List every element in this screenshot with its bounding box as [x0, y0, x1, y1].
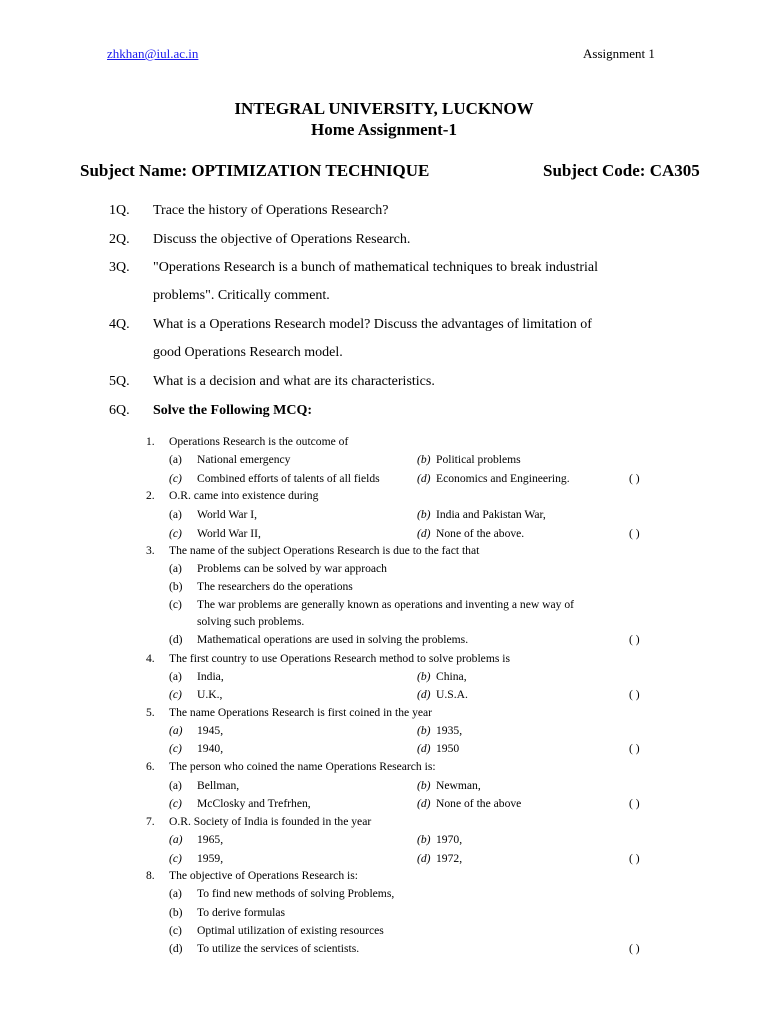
mcq-question: Operations Research is the outcome of [169, 435, 349, 448]
question-number: 6Q. [109, 403, 130, 418]
mcq-question: The objective of Operations Research is: [169, 869, 358, 882]
option-label: (d) [169, 942, 183, 955]
answer-box[interactable]: ( ) [629, 797, 640, 810]
question-number: 1Q. [109, 203, 130, 218]
option-text: McClosky and Trefrhen, [197, 797, 311, 810]
mcq-number: 2. [146, 489, 155, 502]
mcq-number: 7. [146, 815, 155, 828]
option-label: (c) [169, 742, 182, 755]
option-label: (c) [169, 688, 182, 701]
mcq-question: The name of the subject Operations Research is due to the fact that [169, 544, 480, 557]
mcq-number: 1. [146, 435, 155, 448]
option-text: Bellman, [197, 779, 240, 792]
option-text: 1965, [197, 833, 224, 846]
option-text: Mathematical operations are used in solving the problems. [197, 633, 469, 646]
option-label: (b) [417, 724, 431, 737]
assignment-label: Assignment 1 [583, 46, 655, 61]
question-text: Solve the Following MCQ: [153, 403, 313, 418]
option-label: (a) [169, 670, 182, 683]
option-label: (a) [169, 508, 182, 521]
option-label: (d) [417, 742, 431, 755]
option-label: (d) [417, 688, 431, 701]
mcq-question: O.R. came into existence during [169, 489, 319, 502]
option-text: India, [197, 670, 224, 683]
answer-box[interactable]: ( ) [629, 527, 640, 540]
option-text: 1972, [436, 852, 463, 865]
option-text: 1970, [436, 833, 463, 846]
question-text: Discuss the objective of Operations Research. [153, 232, 411, 247]
option-text: World War II, [197, 527, 261, 540]
option-text: World War I, [197, 508, 258, 521]
option-text: China, [436, 670, 467, 683]
option-text: Political problems [436, 453, 521, 466]
option-text: Optimal utilization of existing resources [197, 924, 384, 937]
option-text: 1945, [197, 724, 224, 737]
mcq-number: 8. [146, 869, 155, 882]
mcq-number: 4. [146, 652, 155, 665]
assignment-title: Home Assignment-1 [311, 120, 457, 139]
question-number: 3Q. [109, 260, 130, 275]
question-text: Trace the history of Operations Research? [153, 203, 389, 218]
option-label: (a) [169, 562, 182, 575]
subject-name: Subject Name: OPTIMIZATION TECHNIQUE [80, 161, 430, 180]
subject-code: Subject Code: CA305 [543, 161, 700, 180]
option-label: (b) [169, 580, 183, 593]
mcq-number: 5. [146, 706, 155, 719]
option-label: (d) [169, 633, 183, 646]
mcq-question: O.R. Society of India is founded in the year [169, 815, 372, 828]
mcq-number: 3. [146, 544, 155, 557]
option-text: U.K., [197, 688, 223, 701]
option-label: (c) [169, 797, 182, 810]
option-text: 1940, [197, 742, 224, 755]
option-label: (a) [169, 724, 183, 737]
option-label: (a) [169, 779, 182, 792]
option-text: None of the above [436, 797, 522, 810]
option-text: To utilize the services of scientists. [197, 942, 360, 955]
option-text: Newman, [436, 779, 481, 792]
question-text-cont: problems". Critically comment. [153, 288, 330, 303]
option-label: (c) [169, 527, 182, 540]
option-text: India and Pakistan War, [436, 508, 546, 521]
option-label: (b) [417, 508, 431, 521]
option-text: To derive formulas [197, 906, 286, 919]
answer-box[interactable]: ( ) [629, 472, 640, 485]
answer-box[interactable]: ( ) [629, 633, 640, 646]
option-text: The researchers do the operations [197, 580, 353, 593]
answer-box[interactable]: ( ) [629, 942, 640, 955]
option-label: (d) [417, 472, 431, 485]
option-label: (b) [417, 833, 431, 846]
option-text: Problems can be solved by war approach [197, 562, 387, 575]
option-text: Combined efforts of talents of all fields [197, 472, 380, 485]
option-text: National emergency [197, 453, 291, 466]
mcq-number: 6. [146, 760, 155, 773]
option-label: (a) [169, 453, 182, 466]
option-label: (c) [169, 924, 182, 937]
option-label: (b) [417, 779, 431, 792]
option-text: Economics and Engineering. [436, 472, 570, 485]
option-text: To find new methods of solving Problems, [197, 887, 395, 900]
question-text: "Operations Research is a bunch of mathematical techniques to break industrial [153, 260, 599, 275]
option-label: (b) [169, 906, 183, 919]
option-text: None of the above. [436, 527, 525, 540]
mcq-question: The name Operations Research is first coined in the year [169, 706, 433, 719]
option-label: (b) [417, 670, 431, 683]
option-text-cont: solving such problems. [197, 615, 305, 628]
answer-box[interactable]: ( ) [629, 852, 640, 865]
option-label: (c) [169, 852, 182, 865]
answer-box[interactable]: ( ) [629, 688, 640, 701]
mcq-question: The first country to use Operations Research method to solve problems is [169, 652, 510, 665]
option-text: 1935, [436, 724, 463, 737]
option-label: (a) [169, 833, 183, 846]
option-label: (d) [417, 527, 431, 540]
option-text: U.S.A. [436, 688, 468, 701]
question-number: 4Q. [109, 317, 130, 332]
option-label: (d) [417, 797, 431, 810]
option-text: The war problems are generally known as operations and inventing a new way of [197, 598, 574, 611]
option-label: (c) [169, 598, 182, 611]
option-label: (d) [417, 852, 431, 865]
question-text: What is a decision and what are its characteristics. [153, 374, 435, 389]
option-label: (c) [169, 472, 182, 485]
answer-box[interactable]: ( ) [629, 742, 640, 755]
option-text: 1950 [436, 742, 460, 755]
question-text-cont: good Operations Research model. [153, 345, 343, 360]
option-label: (b) [417, 453, 431, 466]
university-title: INTEGRAL UNIVERSITY, LUCKNOW [234, 99, 534, 118]
option-text: 1959, [197, 852, 224, 865]
mcq-question: The person who coined the name Operations Research is: [169, 760, 436, 773]
question-number: 2Q. [109, 232, 130, 247]
question-number: 5Q. [109, 374, 130, 389]
question-text: What is a Operations Research model? Discuss the advantages of limitation of [153, 317, 592, 332]
email-link[interactable]: zhkhan@iul.ac.in [107, 46, 199, 61]
option-label: (a) [169, 887, 182, 900]
